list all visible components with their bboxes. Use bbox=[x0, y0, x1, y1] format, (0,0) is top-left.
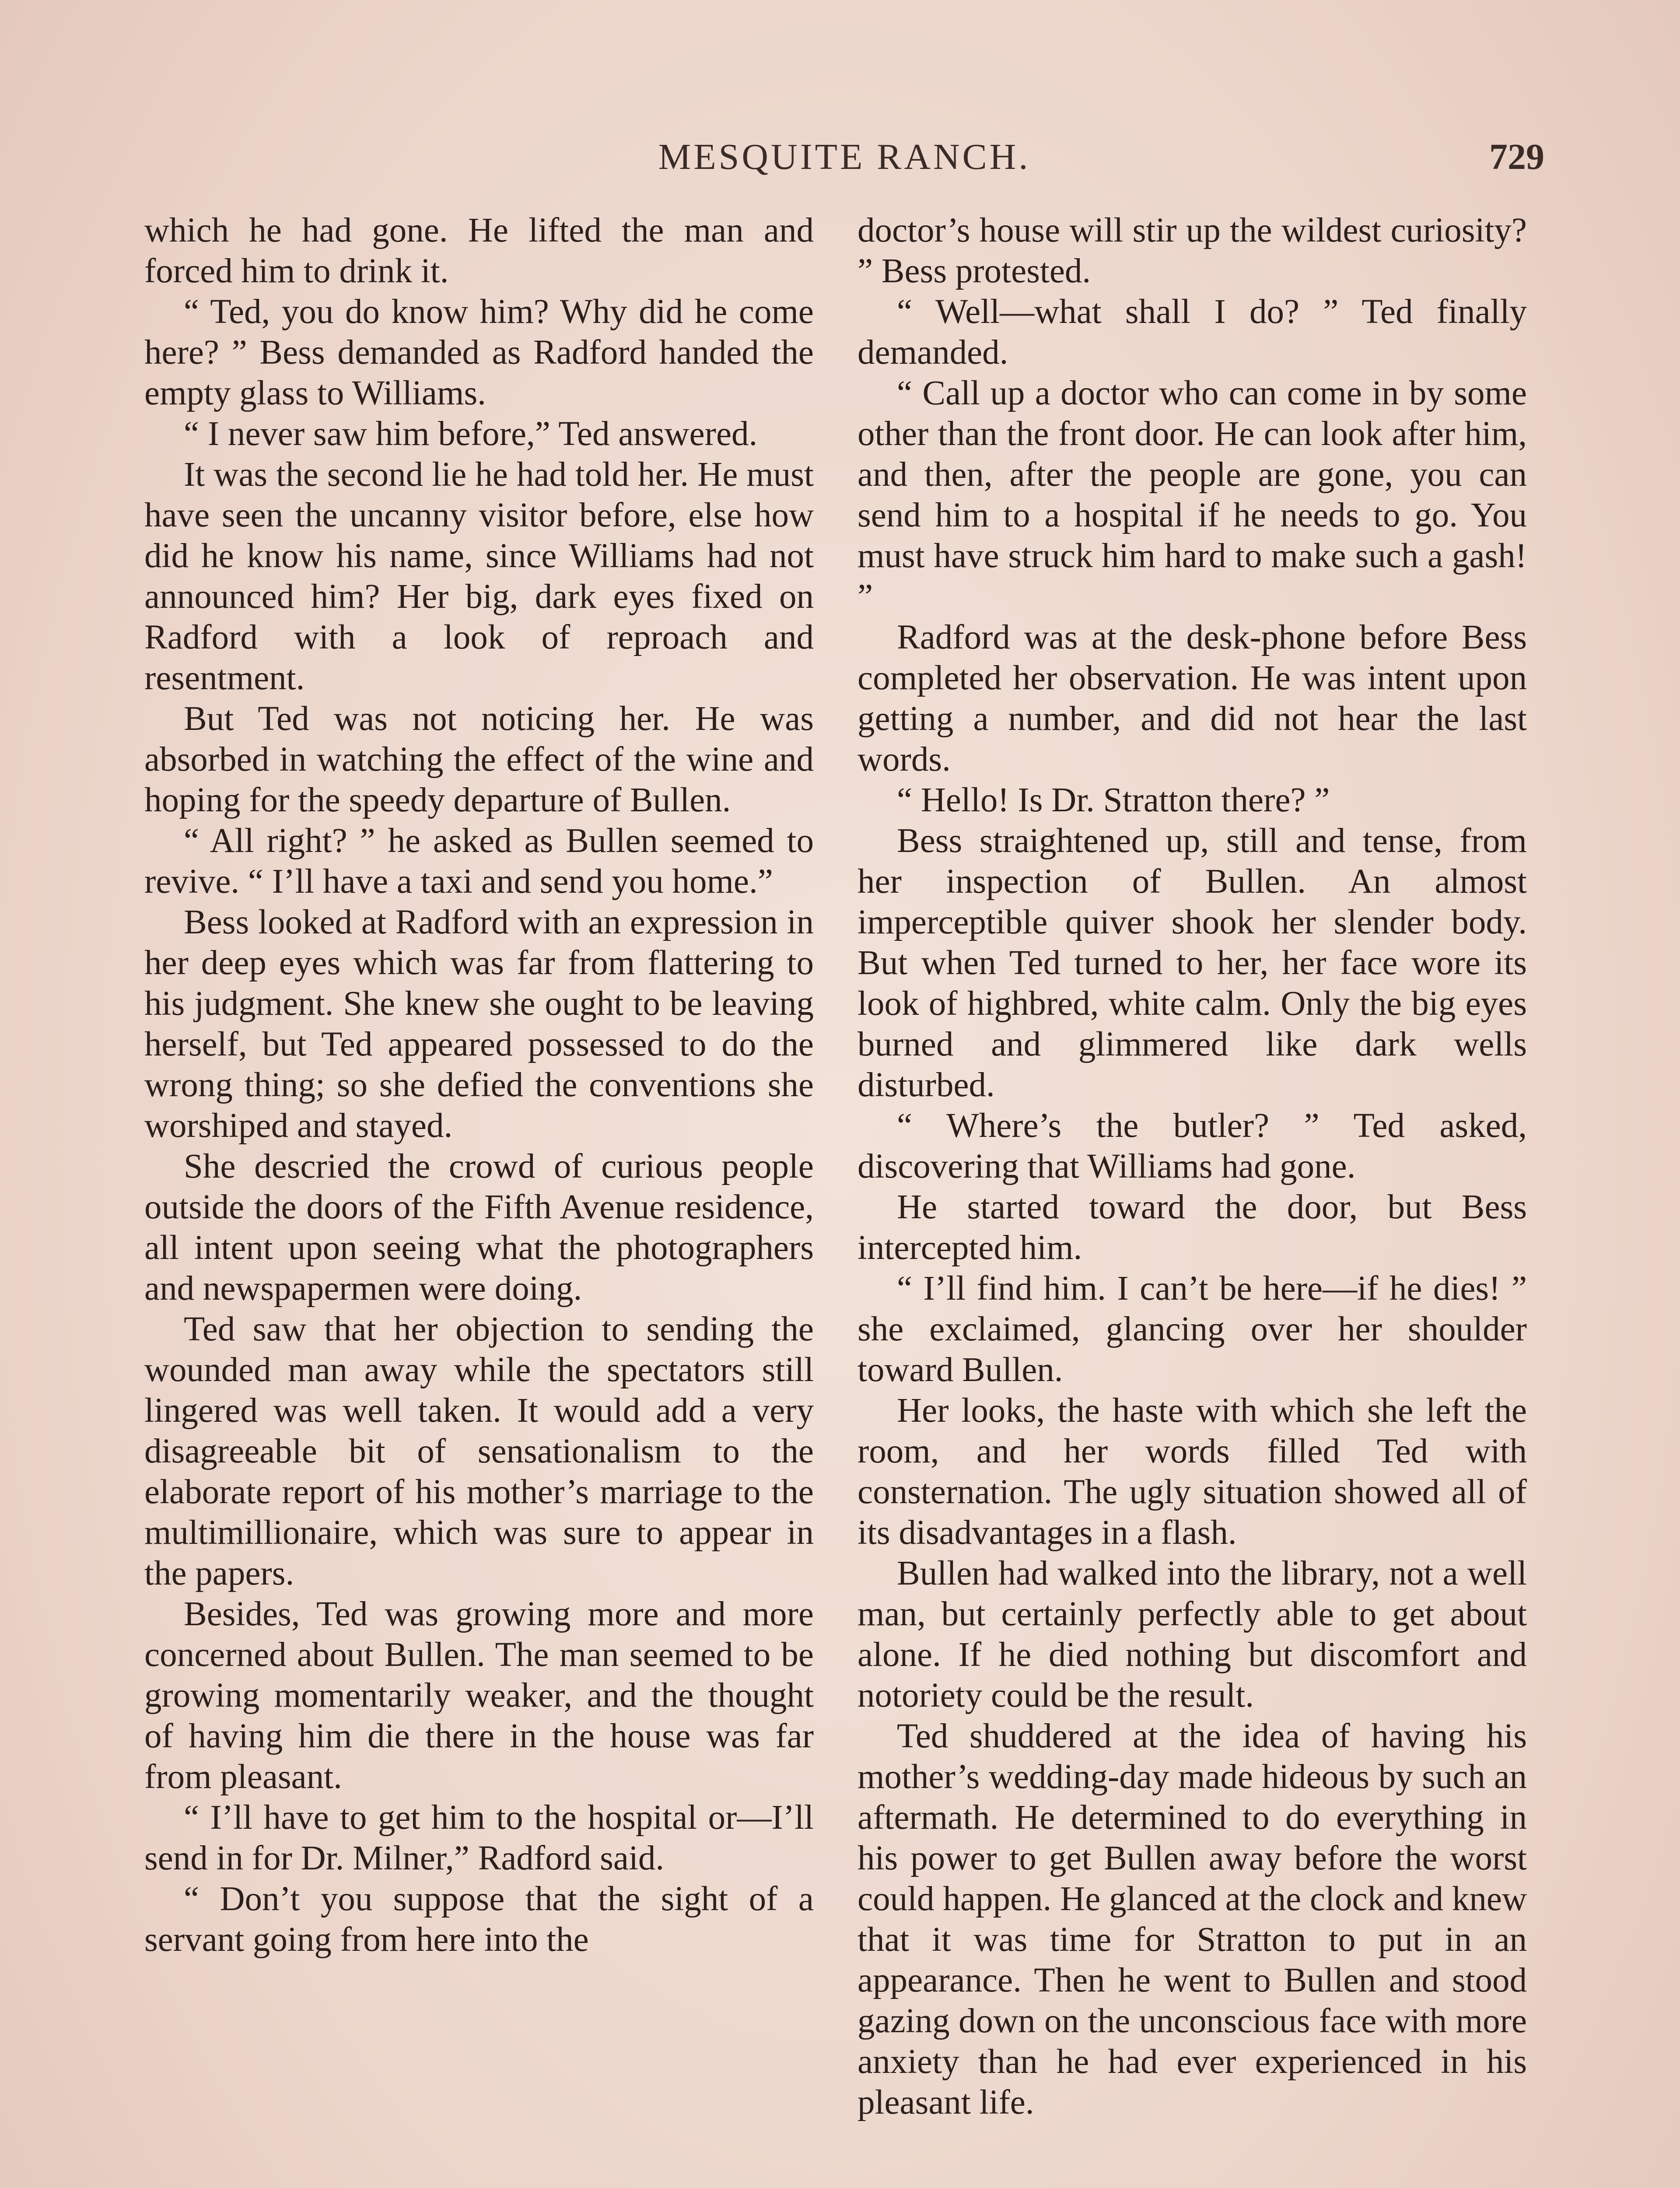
paragraph: Her looks, the haste with which she left the room, and her words filled Ted with consternation. The ugly situation showed all of its disadvantages in a flash. bbox=[858, 1392, 1527, 1552]
paragraph: Bess looked at Radford with an expression in her deep eyes which was far from flattering to his judgment. She knew she ought to be leaving herself, but Ted appeared possessed to do the wrong thing; so she defied the conventions she worshiped and stayed. bbox=[144, 903, 814, 1145]
paragraph: “ I never saw him before,” Ted answered. bbox=[184, 415, 758, 453]
paragraph: which he had gone. He lifted the man and forced him to drink it. bbox=[144, 211, 814, 290]
paragraph: “ Ted, you do know him? Why did he come here? ” Bess demanded as Radford handed the empty glass to Williams. bbox=[144, 293, 814, 412]
paragraph: “ Where’s the butler? ” Ted asked, discovering that Williams had gone. bbox=[858, 1107, 1527, 1185]
paragraph: He started toward the door, but Bess intercepted him. bbox=[858, 1188, 1527, 1267]
page-header bbox=[144, 123, 1544, 184]
running-title: MESQUITE RANCH. bbox=[658, 137, 1031, 177]
paragraph: “ Don’t you suppose that the sight of a servant going from here into the bbox=[144, 1880, 814, 1959]
paragraph: “ All right? ” he asked as Bullen seemed to revive. “ I’ll have a taxi and send you home.” bbox=[144, 822, 814, 901]
paragraph: It was the second lie he had told her. He must have seen the uncanny visitor before, else how did he know his name, since Williams had not announced him? Her big, dark eyes fixed on Radford with a look of reproach and resentment. bbox=[144, 456, 814, 697]
paragraph: Ted shuddered at the idea of having his mother’s wedding-day made hideous by such an aftermath. He determined to do everything in his power to get Bullen away before the worst could happen. He glanced at the clock and knew that it was time for Stratton to put in an appearance. Then he went to Bullen and stood gazing down on the unconscious face with more anxiety than he had ever experienced in his pleasant life. bbox=[858, 1717, 1527, 2121]
paragraph: Ted saw that her objection to sending the wounded man away while the spectators still lingered was well taken. It would add a very disagreeable bit of sensationalism to the elaborate report of his mother’s marriage to the multimillionaire, which was sure to appear in the papers. bbox=[144, 1310, 814, 1592]
paragraph: Bess straightened up, still and tense, from her inspection of Bullen. An almost imperceptible quiver shook her slender body. But when Ted turned to her, her face wore its look of highbred, white calm. Only the big eyes burned and glimmered like dark wells disturbed. bbox=[858, 822, 1527, 1104]
paragraph: “ Well—what shall I do? ” Ted finally demanded. bbox=[858, 293, 1527, 372]
paragraph: Bullen had walked into the library, not a well man, but certainly perfectly able to get about alone. If he died nothing but discomfort and notoriety could be the result. bbox=[858, 1554, 1527, 1715]
left-text-column bbox=[144, 210, 814, 1960]
paragraph: “ I’ll find him. I can’t be here—if he dies! ” she exclaimed, glancing over her shoulder toward Bullen. bbox=[858, 1269, 1527, 1389]
paragraph: Radford was at the desk-phone before Bess completed her observation. He was intent upon getting a number, and did not hear the last words. bbox=[858, 618, 1527, 778]
right-text-column bbox=[858, 210, 1527, 2123]
paragraph: Besides, Ted was growing more and more concerned about Bullen. The man seemed to be growing momentarily weaker, and the thought of having him die there in the house was far from pleasant. bbox=[144, 1595, 814, 1796]
paragraph: But Ted was not noticing her. He was absorbed in watching the effect of the wine and hoping for the speedy departure of Bullen. bbox=[144, 700, 814, 819]
paragraph: “ Hello! Is Dr. Stratton there? ” bbox=[897, 781, 1330, 819]
paragraph: She descried the crowd of curious people outside the doors of the Fifth Avenue residence, all intent upon seeing what the photographers and newspapermen were doing. bbox=[144, 1147, 814, 1308]
page-number: 729 bbox=[1489, 137, 1544, 177]
paragraph: “ I’ll have to get him to the hospital or—I’ll send in for Dr. Milner,” Radford said. bbox=[144, 1799, 814, 1877]
paragraph: “ Call up a doctor who can come in by some other than the front door. He can look after him, and then, after the people are gone, you can send him to a hospital if he needs to go. You must have struck him hard to make such a gash! ” bbox=[858, 374, 1527, 616]
paragraph: doctor’s house will stir up the wildest curiosity? ” Bess protested. bbox=[858, 211, 1527, 290]
